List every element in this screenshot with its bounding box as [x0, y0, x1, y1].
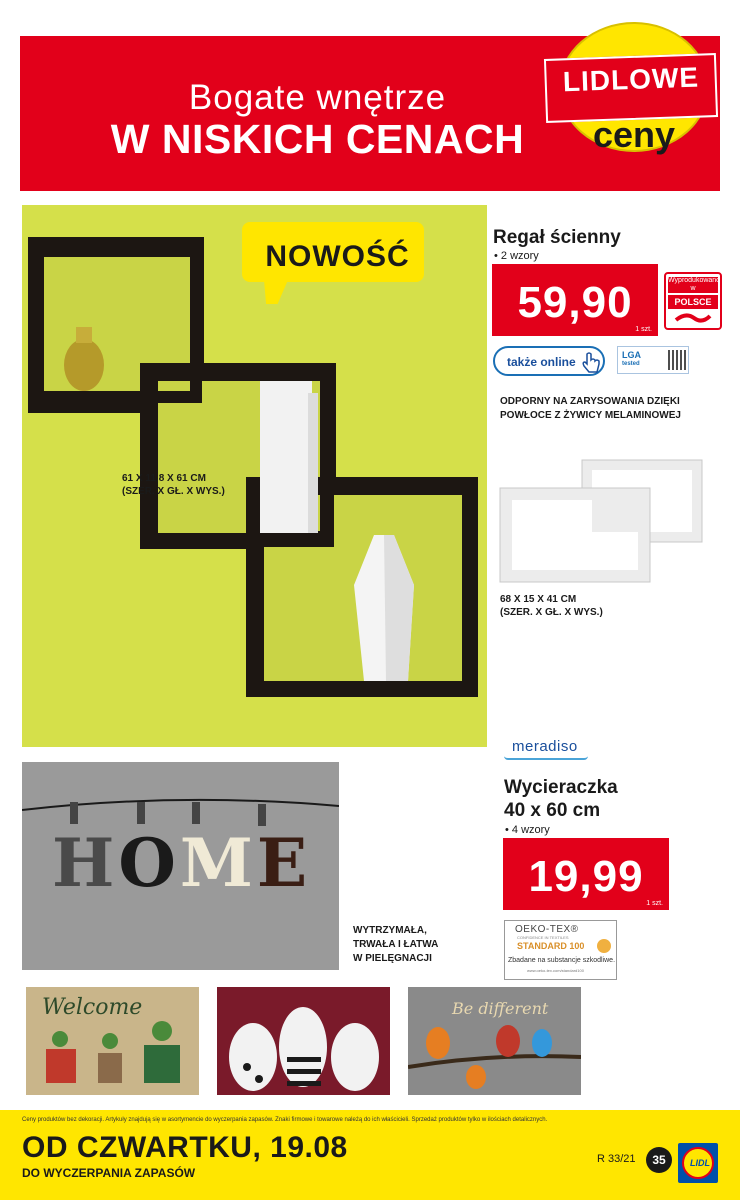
oeko-tex-tested: Zbadane na substancje szkodliwe. — [508, 957, 616, 964]
white-shelf-dimensions-line1: 68 X 15 X 41 CM — [500, 594, 577, 605]
lga-tested-badge — [617, 346, 689, 374]
doormat-letter-e: E — [256, 824, 312, 902]
doormat-home-word — [52, 824, 311, 902]
made-in-country: POLSCE — [668, 295, 718, 309]
doormat-letter-m: M — [179, 824, 257, 902]
doormat-title — [504, 776, 618, 822]
oeko-tex-sun-icon — [597, 939, 611, 953]
banner-headline-line2: W NISKICH CENACH — [110, 116, 525, 162]
cats-doormat-photo — [217, 987, 390, 1095]
shelf-dimensions-line1: 61 X 11,8 X 61 CM — [122, 473, 206, 484]
owls-doormat-photo — [408, 987, 581, 1095]
also-online-label: także online — [507, 355, 576, 369]
doormat-feature-line1: WYTRZYMAŁA, — [353, 925, 427, 936]
badge-text-lidlowe: LIDLOWE — [562, 61, 700, 98]
lidl-logo-text: LIDL — [690, 1158, 710, 1168]
doormat-feature-line3: W PIELĘGNACJI — [353, 953, 432, 964]
lga-sub: tested — [622, 361, 640, 367]
be-different-mat-text: Be different — [452, 999, 549, 1018]
doormat-feature — [353, 924, 438, 966]
shelf-title: Regał ścienny — [493, 227, 621, 248]
polish-flag-icon — [674, 312, 712, 326]
shelf-feature — [500, 395, 681, 423]
oeko-tex-title: OEKO-TEX® — [515, 924, 579, 935]
lidlowe-ceny-badge — [545, 22, 723, 154]
issue-number: R 33/21 — [597, 1153, 636, 1165]
page-number: 35 — [646, 1147, 672, 1173]
doormat-title-line2: 40 x 60 cm — [504, 800, 601, 821]
doormat-variants: • 4 wzory — [505, 824, 550, 836]
qr-code-icon — [668, 350, 688, 370]
shelf-dimensions-line2: (SZER. X GŁ. X WYS.) — [122, 486, 225, 497]
oeko-tex-url: www.oeko-tex.com/standard100 — [527, 968, 584, 973]
doormat-price-unit: 1 szt. — [646, 900, 663, 907]
lidl-logo — [678, 1143, 718, 1183]
home-doormat-photo — [22, 762, 339, 970]
white-shelf-photo — [498, 458, 708, 584]
banner-headline-line1: Bogate wnętrze — [188, 78, 447, 117]
made-in-line2: w — [690, 285, 696, 292]
doormat-title-line1: Wycieraczka — [504, 777, 618, 798]
new-badge-text: NOWOŚĆ — [265, 240, 410, 273]
made-in-label — [668, 277, 721, 293]
pointer-hand-icon — [581, 352, 601, 374]
oeko-tex-standard: STANDARD 100 — [517, 941, 585, 951]
lga-label: LGA — [622, 350, 641, 360]
footer-bar — [0, 1110, 740, 1200]
doormat-letter-h: H — [52, 824, 119, 902]
owls-icon — [408, 987, 581, 1095]
doormat-price: 19,99 — [528, 852, 644, 901]
shelf-price-tag — [492, 264, 658, 336]
also-online-button[interactable] — [493, 346, 605, 376]
shelf-variants: • 2 wzory — [494, 250, 539, 262]
meradiso-logo: meradiso — [512, 738, 578, 755]
white-shelf-dimensions — [500, 593, 603, 619]
made-in-poland-badge — [664, 272, 722, 330]
oeko-tex-label — [504, 920, 617, 980]
lidl-logo-circle — [682, 1147, 714, 1179]
doormat-price-tag — [503, 838, 669, 910]
meradiso-logo-swoosh — [504, 756, 588, 760]
doormat-feature-line2: TRWAŁA I ŁATWA — [353, 939, 439, 950]
badge-text-ceny: ceny — [592, 114, 676, 155]
footer-disclaimer: Ceny produktów bez dekoracji. Artykuły znajdują się w asortymencie do wyczerpania zapasów. Znaki firmowe i towarowe należą do ich właścicieli. Sprzedaż produktów tylko w ilościach detalicznych. — [22, 1117, 548, 1123]
oeko-tex-tagline: CONFIDENCE IN TEXTILES — [517, 935, 569, 940]
shelf-price-unit: 1 szt. — [635, 326, 652, 333]
welcome-mat-text: Welcome — [42, 995, 143, 1020]
white-shelf-dimensions-line2: (SZER. X GŁ. X WYS.) — [500, 607, 603, 618]
shelf-feature-line1: ODPORNY NA ZARYSOWANIA DZIĘKI — [500, 396, 680, 407]
welcome-doormat-photo — [26, 987, 199, 1095]
cats-icon — [217, 987, 390, 1095]
promo-date: OD CZWARTKU, 19.08 — [22, 1131, 348, 1164]
shelf-dimensions — [122, 472, 225, 498]
flower-pots-icon — [26, 987, 199, 1095]
shelf-feature-line2: POWŁOCE Z ŻYWICY MELAMINOWEJ — [500, 410, 681, 421]
shelf-price: 59,90 — [517, 278, 633, 327]
promo-until: DO WYCZERPANIA ZAPASÓW — [22, 1166, 196, 1180]
doormat-letter-o: O — [118, 824, 180, 902]
made-in-line1: Wyprodukowano — [668, 277, 721, 284]
